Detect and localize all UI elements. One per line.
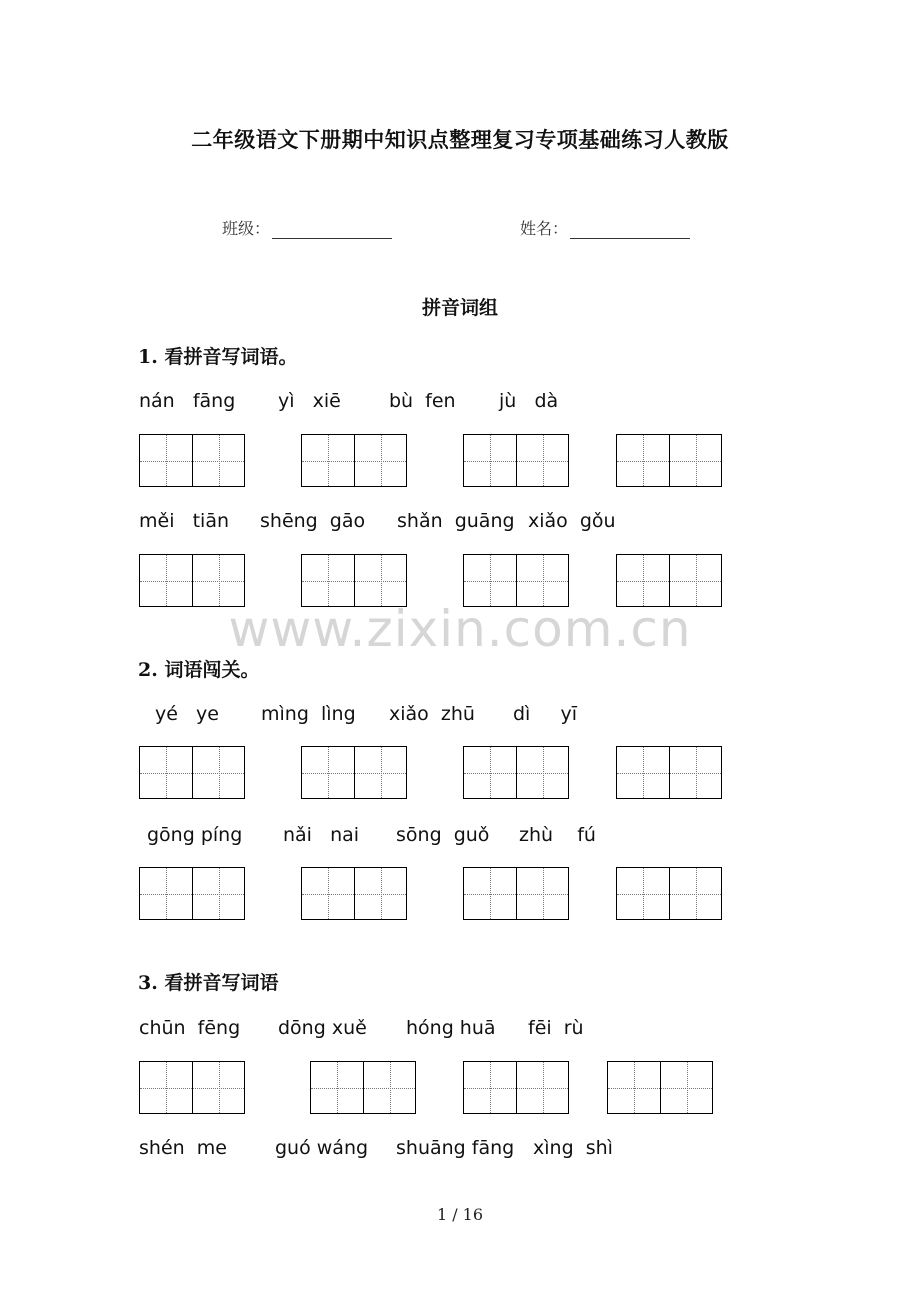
writing-box: [463, 434, 569, 487]
question-heading: 2. 词语闯关。: [138, 659, 260, 681]
pinyin-word: měi tiān: [139, 510, 230, 532]
watermark: www.zixin.com.cn: [228, 600, 692, 658]
pinyin-word: dōng xuě: [278, 1017, 367, 1039]
pinyin-word: yé ye: [155, 703, 219, 725]
pinyin-word: hóng huā: [406, 1017, 496, 1039]
pinyin-word: shuāng fāng: [396, 1137, 515, 1159]
writing-box: [139, 1061, 245, 1114]
question-heading: 3. 看拼音写词语: [138, 972, 279, 994]
writing-box: [310, 1061, 416, 1114]
pinyin-word: bù fen: [389, 390, 456, 412]
pinyin-word: dì yī: [513, 703, 578, 725]
pinyin-word: zhù fú: [519, 824, 596, 846]
writing-box: [607, 1061, 713, 1114]
writing-box: [616, 746, 722, 799]
writing-box: [301, 434, 407, 487]
writing-box: [463, 867, 569, 920]
pinyin-word: nán fāng: [139, 390, 236, 412]
name-field: [520, 216, 690, 239]
document-title: 二年级语文下册期中知识点整理复习专项基础练习人教版: [191, 127, 729, 152]
writing-box: [616, 867, 722, 920]
question-heading: 1. 看拼音写词语。: [138, 346, 298, 368]
pinyin-word: nǎi nai: [283, 824, 360, 846]
name-blank: [570, 221, 690, 239]
writing-box: [139, 867, 245, 920]
pinyin-word: yì xiē: [278, 390, 341, 412]
writing-box: [301, 746, 407, 799]
pinyin-word: guó wáng: [275, 1137, 369, 1159]
pinyin-word: chūn fēng: [139, 1017, 241, 1039]
pinyin-word: shén me: [139, 1137, 227, 1159]
writing-box: [616, 434, 722, 487]
page-number: 1 / 16: [436, 1205, 484, 1224]
writing-box: [139, 746, 245, 799]
section-title: 拼音词组: [421, 297, 498, 319]
pinyin-word: shēng gāo: [260, 510, 366, 532]
class-label: 班级：: [222, 219, 271, 238]
pinyin-word: xiǎo zhū: [389, 703, 475, 725]
class-field: [222, 216, 392, 239]
pinyin-word: gōng píng: [147, 824, 243, 846]
pinyin-word: xìng shì: [533, 1137, 613, 1159]
pinyin-word: xiǎo gǒu: [528, 510, 616, 532]
name-label: 姓名：: [520, 219, 569, 238]
class-blank: [272, 221, 392, 239]
writing-box: [301, 867, 407, 920]
pinyin-word: mìng lìng: [261, 703, 356, 725]
writing-box: [139, 434, 245, 487]
pinyin-word: shǎn guāng: [397, 510, 515, 532]
writing-box: [463, 746, 569, 799]
pinyin-word: sōng guǒ: [396, 824, 490, 846]
pinyin-word: fēi rù: [528, 1017, 584, 1039]
pinyin-word: jù dà: [499, 390, 559, 412]
writing-box: [463, 1061, 569, 1114]
